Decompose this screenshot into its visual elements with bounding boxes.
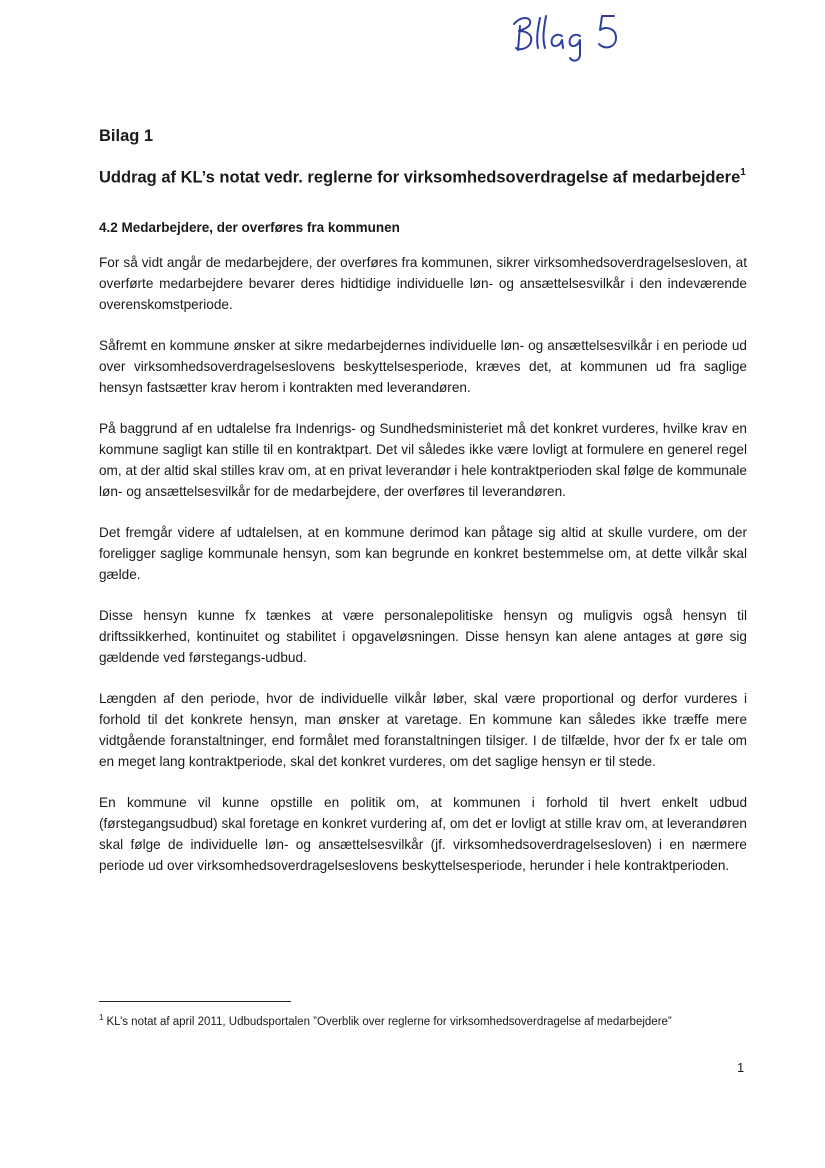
page-number: 1 [737, 1060, 745, 1075]
footnote [99, 1013, 759, 1028]
title-footnote-marker: 1 [740, 167, 746, 178]
paragraph: Såfremt en kommune ønsker at sikre medarbejdernes individuelle løn- og ansættelsesvilkår i en periode ud over virksomhedsoverdragelseslovens beskyttelsesperiode, kræves det, at kommunen ud fra saglige hensyn fastsætter krav herom i kontrakten med leverandøren. [99, 338, 747, 395]
document-title-text: Uddrag af KL’s notat vedr. reglerne for virksomhedsoverdragelse af medarbejdere [99, 168, 741, 187]
document-heading: Bilag 1 [99, 127, 154, 145]
handwritten-bilag-5-annotation [500, 4, 630, 66]
footnote-text: KL’s notat af april 2011, Udbudsportalen ”Overblik over reglerne for virksomhedsoverdragelse af medarbejdere” [106, 1015, 672, 1028]
paragraph: En kommune vil kunne opstille en politik om, at kommunen i forhold til hvert enkelt udbud (førstegangsudbud) skal foretage en konkret vurdering af, om det er lovligt at stille krav om, at leverandøren skal følge de individuelle løn- og ansættelsesvilkår (jf. virksomhedsoverdragelsesloven) i en nærmere periode ud over virksomhedsoverdragelseslovens beskyttelsesperiode, herunder i hele kontraktperioden. [99, 795, 747, 873]
paragraph: Det fremgår videre af udtalelsen, at en kommune derimod kan påtage sig altid at skulle vurdere, om der foreligger saglige kommunale hensyn, som kan begrunde en konkret bestemmelse om, at dette vilkår skal gælde. [99, 525, 747, 582]
paragraph: På baggrund af en udtalelse fra Indenrigs- og Sundhedsministeriet må det konkret vurderes, hvilke krav en kommune sagligt kan stille til en kontraktpart. Det vil således ikke være lovligt at formulere en generel regel om, at der altid skal stilles krav om, at en privat leverandør i hele kontraktperioden skal følge de kommunale løn- og ansættelsesvilkår for de medarbejdere, der overføres til leverandøren. [99, 421, 747, 499]
document-title [99, 168, 759, 188]
paragraph: Længden af den periode, hvor de individuelle vilkår løber, skal være proportional og derfor vurderes i forhold til det konkrete hensyn, man ønsker at varetage. En kommune kan således ikke træffe mere vidtgående foranstaltninger, end formålet med foranstaltningen tilsiger. I de tilfælde, hvor der fx er tale om en meget lang kontraktperiode, skal det konkret vurderes, om det saglige hensyn er til stede. [99, 691, 747, 769]
section-heading: 4.2 Medarbejdere, der overføres fra kommunen [99, 220, 400, 235]
paragraph: For så vidt angår de medarbejdere, der overføres fra kommunen, sikrer virksomhedsoverdragelsesloven, at overførte medarbejdere bevarer deres hidtidige individuelle løn- og ansættelsesvilkår i den indeværende overenskomstperiode. [99, 255, 747, 312]
footnote-marker: 1 [99, 1013, 104, 1022]
body-text [99, 252, 747, 896]
footnote-divider [99, 1001, 291, 1002]
paragraph: Disse hensyn kunne fx tænkes at være personalepolitiske hensyn og muligvis også hensyn til driftssikkerhed, kontinuitet og stabilitet i opgaveløsningen. Disse hensyn kan alene antages at gøre sig gældende ved førstegangs-udbud. [99, 608, 747, 665]
